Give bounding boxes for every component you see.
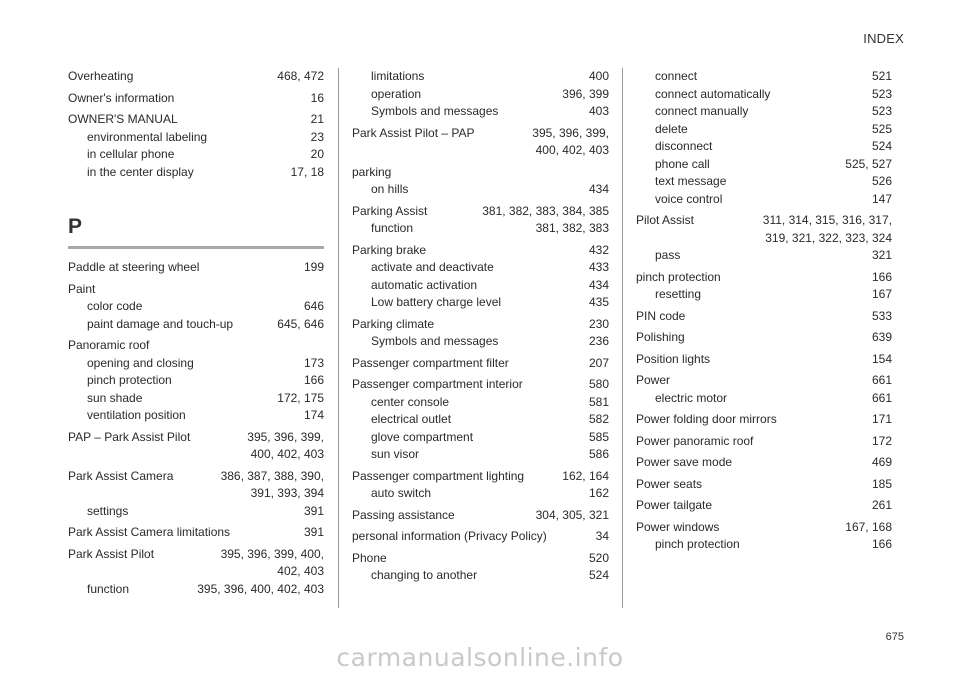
subentry-term: connect manually — [655, 104, 749, 118]
subentry-term: Symbols and messages — [371, 334, 499, 348]
index-entry — [68, 546, 324, 564]
index-subentry — [636, 121, 892, 139]
page-numbers: 469 — [871, 455, 892, 469]
subentry-term: disconnect — [655, 139, 713, 153]
index-entry-group — [636, 329, 892, 347]
index-entry — [68, 337, 324, 355]
page-numbers: 311, 314, 315, 316, 317, — [762, 213, 892, 227]
page-numbers: 525, 527 — [845, 156, 892, 171]
index-subentry — [636, 390, 892, 408]
index-entry-group — [352, 528, 609, 546]
index-entry-group — [68, 259, 324, 277]
subentry-term: in the center display — [87, 164, 194, 179]
index-entry — [636, 497, 892, 515]
page-numbers: 661 — [871, 390, 892, 405]
index-subentry — [352, 446, 609, 464]
page-numbers: 524 — [588, 568, 609, 582]
index-entry — [68, 281, 324, 299]
entry-term: Power tailgate — [636, 498, 713, 512]
index-entry-group — [636, 476, 892, 494]
index-subentry — [352, 333, 609, 351]
entry-term: OWNER'S MANUAL — [68, 112, 178, 126]
index-subentry — [636, 536, 892, 554]
index-entry-group — [352, 355, 609, 373]
subentry-term: color code — [87, 299, 143, 313]
index-subentry — [636, 173, 892, 191]
index-subentry — [636, 103, 892, 121]
subentry-term: Low battery charge level — [371, 295, 502, 309]
subentry-term: sun visor — [371, 447, 420, 461]
index-entry-group — [352, 125, 609, 160]
column-divider — [338, 68, 339, 608]
subentry-term: settings — [87, 503, 129, 518]
subentry-term: operation — [371, 86, 422, 101]
index-entry-group — [636, 269, 892, 304]
index-entry — [352, 528, 609, 546]
column-divider — [622, 68, 623, 608]
entry-term: PAP – Park Assist Pilot — [68, 429, 191, 444]
subentry-term: opening and closing — [87, 355, 194, 370]
index-subentry — [352, 567, 609, 585]
page-numbers: 533 — [871, 308, 892, 323]
subentry-term: electric motor — [655, 390, 728, 405]
subentry-term: text message — [655, 174, 727, 188]
page-numbers: 434 — [588, 277, 609, 292]
subentry-term: changing to another — [371, 568, 478, 582]
index-entry-group — [68, 546, 324, 599]
index-entry — [352, 355, 609, 373]
subentry-term: center console — [371, 394, 450, 409]
index-entry — [68, 524, 324, 542]
entry-term: parking — [352, 164, 392, 179]
entry-term: Power windows — [636, 519, 720, 534]
entry-term: Parking Assist — [352, 203, 428, 218]
index-subentry — [68, 503, 324, 521]
page-numbers-continued: 319, 321, 322, 323, 324 — [765, 230, 892, 245]
page-numbers: 395, 396, 399, 400, — [220, 546, 324, 561]
entry-term: Parking climate — [352, 316, 435, 331]
page-numbers: 433 — [588, 260, 609, 274]
index-entry — [352, 507, 609, 525]
index-subentry — [636, 68, 892, 86]
page-numbers: 166 — [871, 537, 892, 551]
page-numbers: 154 — [871, 351, 892, 366]
index-subentry — [68, 407, 324, 425]
index-subentry — [352, 277, 609, 295]
page-numbers: 395, 396, 400, 402, 403 — [197, 581, 324, 596]
page-numbers: 386, 387, 388, 390, — [220, 468, 324, 483]
index-entry — [636, 519, 892, 537]
page-numbers: 435 — [588, 295, 609, 309]
index-entry-group — [636, 308, 892, 326]
index-entry — [636, 329, 892, 347]
section-letter-block — [68, 215, 324, 249]
page-numbers: 236 — [588, 334, 609, 348]
subentry-term: voice control — [655, 191, 723, 206]
index-entry-group — [352, 164, 609, 199]
entry-term: Park Assist Pilot — [68, 546, 155, 561]
subentry-term: environmental labeling — [87, 129, 208, 144]
index-entry-group — [636, 411, 892, 429]
page-numbers: 174 — [303, 408, 324, 422]
index-subentry — [636, 138, 892, 156]
watermark: carmanualsonline.info — [336, 643, 624, 672]
page-numbers: 147 — [871, 191, 892, 206]
page-numbers: 16 — [310, 90, 324, 105]
subentry-term: paint damage and touch-up — [87, 316, 234, 331]
subentry-term: automatic activation — [371, 277, 478, 292]
page-numbers: 391 — [303, 525, 324, 539]
page-numbers: 523 — [871, 104, 892, 118]
page-numbers: 162, 164 — [562, 468, 609, 483]
page-numbers: 639 — [871, 330, 892, 344]
index-entry — [352, 242, 609, 260]
index-subentry — [352, 429, 609, 447]
page-numbers: 646 — [303, 299, 324, 313]
index-entry — [68, 468, 324, 486]
index-entry-group — [636, 351, 892, 369]
index-subentry — [352, 485, 609, 503]
page-numbers: 23 — [310, 129, 324, 144]
index-entry — [352, 550, 609, 568]
index-entry-group — [68, 429, 324, 464]
index-entry — [636, 269, 892, 287]
page-numbers: 391 — [303, 503, 324, 518]
entry-term: Passing assistance — [352, 507, 455, 522]
index-entry-group — [636, 372, 892, 407]
page-numbers: 432 — [588, 242, 609, 257]
page-numbers: 580 — [588, 377, 609, 391]
index-entry — [636, 308, 892, 326]
index-entry-group — [352, 468, 609, 503]
page-numbers: 520 — [588, 550, 609, 565]
subentry-term: function — [371, 221, 414, 235]
subentry-term: resetting — [655, 287, 702, 301]
index-subentry — [636, 286, 892, 304]
page-numbers: 167, 168 — [845, 519, 892, 534]
subentry-term: auto switch — [371, 486, 432, 500]
index-entry — [68, 90, 324, 108]
entry-term: Paddle at steering wheel — [68, 260, 200, 274]
entry-term: Power seats — [636, 476, 703, 491]
index-entry-group — [352, 550, 609, 585]
index-entry — [636, 411, 892, 429]
index-subentry — [352, 294, 609, 312]
page-numbers: 304, 305, 321 — [535, 507, 609, 522]
page-numbers: 21 — [310, 112, 324, 126]
page-numbers: 395, 396, 399, — [247, 429, 324, 444]
index-entry-group — [68, 524, 324, 542]
page-numbers: 396, 399 — [562, 86, 609, 101]
index-subentry — [352, 103, 609, 121]
entry-term: personal information (Privacy Policy) — [352, 529, 547, 543]
section-rule — [68, 246, 324, 249]
index-entry-group — [352, 203, 609, 238]
index-subentry — [352, 68, 609, 86]
subentry-term: connect automatically — [655, 86, 771, 101]
entry-term: Phone — [352, 550, 387, 565]
subentry-term: activate and deactivate — [371, 260, 494, 274]
page-numbers: 185 — [871, 476, 892, 491]
entry-term: PIN code — [636, 308, 686, 323]
index-entry — [352, 468, 609, 486]
entry-term: Pilot Assist — [636, 213, 695, 227]
page-number: 675 — [885, 631, 904, 643]
index-entry-group — [352, 68, 609, 121]
index-entry — [352, 203, 609, 221]
index-entry — [636, 351, 892, 369]
page-numbers: 521 — [871, 69, 892, 83]
page-numbers: 230 — [588, 316, 609, 331]
page-numbers: 381, 382, 383 — [535, 221, 609, 235]
entry-term: Passenger compartment filter — [352, 355, 509, 370]
index-entry-group — [68, 68, 324, 86]
index-column-1 — [68, 68, 324, 602]
subentry-term: delete — [655, 121, 688, 136]
entry-term: Panoramic roof — [68, 338, 150, 352]
index-entry-group — [636, 212, 892, 265]
index-subentry — [636, 156, 892, 174]
index-entry — [352, 316, 609, 334]
entry-term: Overheating — [68, 69, 134, 83]
page-numbers: 17, 18 — [290, 164, 324, 179]
entry-term: Park Assist Pilot – PAP — [352, 125, 475, 140]
index-entry — [352, 376, 609, 394]
subentry-term: ventilation position — [87, 408, 186, 422]
index-entry-group — [352, 316, 609, 351]
index-entry — [636, 433, 892, 451]
entry-term: Power panoramic roof — [636, 433, 754, 448]
index-subentry — [68, 372, 324, 390]
page-numbers-continued: 391, 393, 394 — [250, 486, 324, 500]
entry-term: Owner's information — [68, 90, 175, 105]
page-numbers: 524 — [871, 139, 892, 153]
subentry-term: in cellular phone — [87, 147, 175, 161]
index-subentry — [636, 86, 892, 104]
page-numbers: 171 — [871, 412, 892, 426]
page-numbers: 261 — [871, 498, 892, 512]
subentry-term: phone call — [655, 156, 710, 171]
index-subentry — [68, 355, 324, 373]
index-column-3 — [636, 68, 892, 558]
page-numbers: 645, 646 — [277, 316, 324, 331]
index-subentry — [68, 316, 324, 334]
entry-term: Parking brake — [352, 242, 427, 257]
page-numbers: 395, 396, 399, — [532, 125, 609, 140]
subentry-term: on hills — [371, 182, 409, 196]
page-numbers: 20 — [310, 147, 324, 161]
index-entry-group — [68, 337, 324, 425]
entry-term: Position lights — [636, 351, 711, 366]
index-entry — [636, 454, 892, 472]
index-subentry — [352, 86, 609, 104]
index-entry-group — [636, 68, 892, 208]
page-numbers: 34 — [595, 529, 609, 543]
page-numbers: 207 — [588, 355, 609, 370]
index-entry-group — [68, 111, 324, 181]
index-entry-group — [352, 242, 609, 312]
index-column-2 — [352, 68, 609, 589]
page-numbers: 468, 472 — [277, 69, 324, 83]
page-numbers: 162 — [588, 486, 609, 500]
page-numbers: 172, 175 — [277, 390, 324, 405]
page-numbers: 167 — [871, 287, 892, 301]
page-numbers-continued: 400, 402, 403 — [535, 143, 609, 157]
page-numbers: 172 — [871, 433, 892, 448]
page-numbers-continued: 400, 402, 403 — [250, 447, 324, 461]
page-numbers: 403 — [588, 104, 609, 118]
entry-term: pinch protection — [636, 269, 721, 284]
index-subentry — [68, 581, 324, 599]
page-numbers: 400 — [588, 69, 609, 83]
page-numbers: 166 — [303, 373, 324, 387]
subentry-term: connect — [655, 69, 698, 83]
page-numbers: 321 — [871, 248, 892, 262]
subentry-term: pinch protection — [655, 537, 740, 551]
subentry-term: electrical outlet — [371, 412, 452, 426]
index-subentry — [636, 191, 892, 209]
index-subentry — [352, 259, 609, 277]
index-entry — [352, 164, 609, 182]
page-numbers: 661 — [871, 373, 892, 387]
entry-term: Park Assist Camera — [68, 468, 174, 483]
subentry-term: pinch protection — [87, 373, 172, 387]
index-subentry — [352, 411, 609, 429]
entry-term: Power — [636, 373, 671, 387]
page-numbers: 581 — [588, 394, 609, 409]
subentry-term: function — [87, 581, 130, 596]
index-entry — [68, 429, 324, 447]
index-entry — [352, 125, 609, 143]
index-entry-group — [352, 507, 609, 525]
index-subentry — [352, 181, 609, 199]
index-entry-group — [636, 497, 892, 515]
section-letter: P — [68, 215, 83, 238]
index-entry — [636, 476, 892, 494]
page-header: INDEX — [863, 31, 904, 46]
index-subentry — [636, 247, 892, 265]
entry-term: Park Assist Camera limitations — [68, 525, 231, 539]
index-entry-group — [636, 433, 892, 451]
page-numbers: 173 — [303, 355, 324, 370]
index-entry-group — [68, 90, 324, 108]
index-entry — [636, 212, 892, 230]
page-numbers: 526 — [871, 174, 892, 188]
page-numbers: 166 — [871, 269, 892, 284]
entry-term: Polishing — [636, 330, 685, 344]
index-entry-group — [636, 519, 892, 554]
entry-term: Power save mode — [636, 455, 733, 469]
index-subentry — [352, 220, 609, 238]
page-numbers-continued: 402, 403 — [277, 564, 324, 578]
page-numbers: 381, 382, 383, 384, 385 — [482, 203, 609, 218]
entry-term: Passenger compartment interior — [352, 377, 523, 391]
subentry-term: glove compartment — [371, 429, 474, 444]
index-subentry — [352, 394, 609, 412]
page-numbers: 523 — [871, 86, 892, 101]
index-entry-group — [636, 454, 892, 472]
entry-term: Power folding door mirrors — [636, 412, 777, 426]
index-entry-group — [352, 376, 609, 464]
page-numbers: 582 — [588, 412, 609, 426]
index-entry — [68, 259, 324, 277]
subentry-term: sun shade — [87, 390, 143, 405]
subentry-term: limitations — [371, 69, 425, 83]
index-entry — [636, 372, 892, 390]
page-numbers: 434 — [588, 182, 609, 196]
subentry-term: pass — [655, 248, 681, 262]
index-subentry — [68, 146, 324, 164]
page-numbers: 525 — [871, 121, 892, 136]
page-numbers: 585 — [588, 429, 609, 444]
entry-term: Passenger compartment lighting — [352, 468, 525, 483]
page-numbers: 199 — [303, 260, 324, 274]
index-subentry — [68, 390, 324, 408]
index-entry-group — [68, 281, 324, 334]
index-subentry — [68, 164, 324, 182]
entry-term: Paint — [68, 281, 96, 296]
index-subentry — [68, 298, 324, 316]
index-subentry — [68, 129, 324, 147]
index-entry — [68, 111, 324, 129]
subentry-term: Symbols and messages — [371, 104, 499, 118]
index-entry — [68, 68, 324, 86]
index-entry-group — [68, 468, 324, 521]
page-numbers: 586 — [588, 447, 609, 461]
